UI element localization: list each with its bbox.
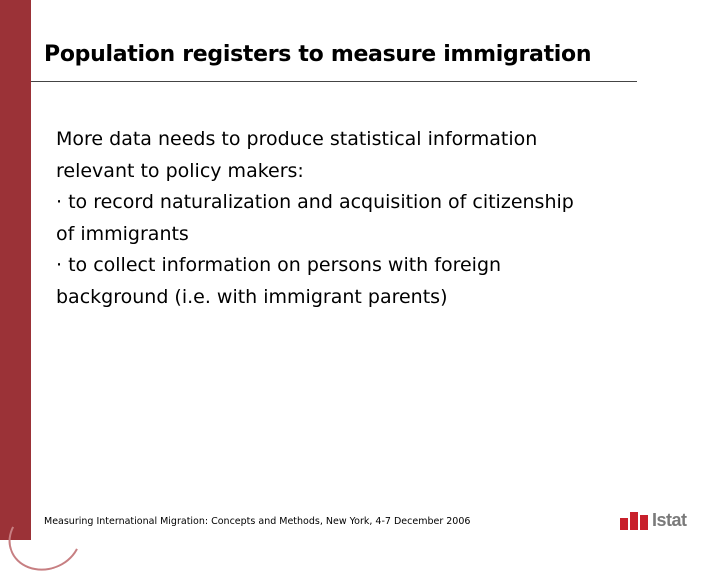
body-line: · to record naturalization and acquisition of citizenship <box>56 191 574 213</box>
logo-text: Istat <box>652 510 687 530</box>
title-divider <box>31 81 637 82</box>
body-line: relevant to policy makers: <box>56 159 304 182</box>
body-line: background (i.e. with immigrant parents) <box>56 285 448 308</box>
slide-title: Population registers to measure immigration <box>44 42 592 67</box>
body-line: of immigrants <box>56 222 189 245</box>
body-line: More data needs to produce statistical information <box>56 128 538 150</box>
decorative-curve <box>0 495 91 580</box>
slide-body <box>56 124 656 313</box>
istat-logo <box>620 510 692 532</box>
slide-footer: Measuring International Migration: Concepts and Methods, New York, 4-7 December 2006 <box>44 516 471 527</box>
side-accent-bar <box>0 0 31 540</box>
body-line: · to collect information on persons with foreign <box>56 254 502 276</box>
istat-logo-icon <box>620 512 650 530</box>
